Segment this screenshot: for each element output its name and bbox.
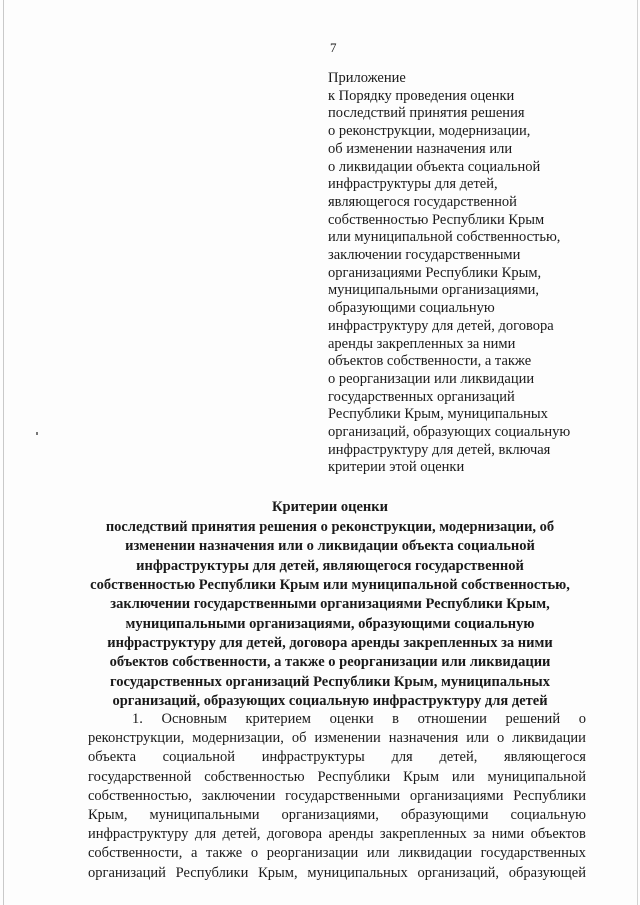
body-word: аренды bbox=[328, 826, 374, 843]
body-word: назначения bbox=[388, 730, 459, 747]
appendix-line: последствий принятия решения bbox=[328, 105, 525, 122]
body-word: организациями bbox=[409, 787, 504, 804]
body-word: или bbox=[466, 730, 489, 747]
body-word: для bbox=[194, 826, 217, 843]
appendix-line: к Порядку проведения оценки bbox=[328, 87, 515, 104]
appendix-line: Республики Крым, муниципальных bbox=[328, 406, 548, 423]
body-word: или bbox=[451, 768, 475, 785]
body-word: организаций, bbox=[417, 864, 500, 881]
body-word: Основным bbox=[161, 711, 227, 727]
body-word: государственной bbox=[88, 768, 192, 785]
appendix-line: о реорганизации или ликвидации bbox=[328, 370, 535, 387]
body-word: объекта bbox=[88, 749, 137, 766]
body-word: в bbox=[392, 711, 400, 727]
body-word: образующей bbox=[508, 864, 586, 881]
body-word: критерием bbox=[245, 711, 311, 727]
subtitle-line: изменении назначения или о ликвидации объекта социальной bbox=[125, 538, 535, 555]
body-word: государственных bbox=[480, 845, 586, 862]
subtitle-line: инфраструктуры для детей, являющегося государственной bbox=[136, 557, 524, 574]
body-word: детей, bbox=[222, 826, 261, 843]
appendix-line: организаций, образующих социальную bbox=[328, 424, 571, 441]
appendix-line: заключении государственными bbox=[328, 247, 521, 264]
appendix-line: или муниципальной собственностью, bbox=[328, 229, 561, 246]
body-word: муниципальными bbox=[149, 807, 260, 824]
document-subtitle bbox=[60, 518, 600, 711]
subtitle-line: инфраструктуру для детей, договора аренды закрепленных за ними bbox=[107, 635, 553, 652]
body-word: заключении bbox=[201, 787, 276, 804]
body-word: муниципальных bbox=[307, 864, 408, 881]
body-word: организаций bbox=[88, 864, 166, 881]
body-word: собственностью bbox=[204, 768, 305, 785]
body-word: решений bbox=[505, 711, 561, 727]
document-title: Критерии оценки bbox=[272, 499, 388, 515]
body-word: оценки bbox=[329, 711, 374, 727]
scan-right-edge bbox=[637, 0, 638, 905]
body-word: 1. bbox=[132, 711, 143, 727]
body-word: закрепленных bbox=[379, 826, 467, 843]
body-word: об bbox=[291, 730, 307, 747]
body-word: Республики bbox=[317, 768, 391, 785]
appendix-line: государственных организаций bbox=[328, 388, 515, 405]
appendix-line: организациями Республики Крым, bbox=[328, 264, 542, 281]
body-word: муниципальной bbox=[487, 768, 586, 785]
appendix-line: о реконструкции, модернизации, bbox=[328, 123, 531, 140]
subtitle-line: организаций, образующих социальную инфраструктуру для детей bbox=[112, 693, 548, 710]
subtitle-line: собственностью Республики Крым или муниципальной собственностью, bbox=[90, 577, 570, 594]
body-word: для bbox=[391, 749, 413, 766]
body-word: или bbox=[366, 845, 390, 862]
appendix-line: объектов собственности, а также bbox=[328, 353, 532, 370]
body-word: Республики bbox=[513, 787, 586, 804]
scan-left-edge bbox=[3, 0, 4, 905]
body-line bbox=[88, 864, 586, 883]
page-number: 7 bbox=[330, 40, 337, 55]
appendix-line: об изменении назначения или bbox=[328, 140, 513, 157]
body-word: о bbox=[250, 845, 259, 862]
body-line bbox=[88, 806, 586, 825]
subtitle-line: последствий принятия решения о реконструкции, модернизации, об bbox=[105, 519, 555, 535]
body-word: также bbox=[205, 845, 243, 862]
appendix-line: образующими социальную bbox=[328, 300, 495, 317]
body-line bbox=[88, 787, 586, 806]
body-word: Республики bbox=[175, 864, 249, 881]
body-line bbox=[88, 825, 586, 844]
body-word: инфраструктуру bbox=[88, 826, 189, 843]
body-word: о bbox=[578, 711, 586, 727]
body-word: реорганизации bbox=[266, 845, 359, 862]
body-word: Крым, bbox=[88, 807, 128, 824]
body-line bbox=[88, 748, 586, 767]
subtitle-line: государственных организаций Республики Крым, муниципальных bbox=[110, 673, 550, 690]
subtitle-line: заключении государственными организациями Республики Крым, bbox=[110, 596, 550, 613]
body-word: социальную bbox=[510, 807, 586, 824]
body-word: государственными bbox=[285, 787, 401, 804]
body-line bbox=[88, 844, 586, 863]
body-word: за bbox=[473, 826, 486, 843]
appendix-line: являющегося государственной bbox=[328, 193, 517, 210]
body-line bbox=[88, 710, 586, 729]
appendix-line: собственностью Республики Крым bbox=[328, 211, 545, 228]
scan-speck bbox=[36, 432, 38, 435]
body-word: собственности, bbox=[88, 845, 183, 862]
body-word: Крым, bbox=[258, 864, 298, 881]
body-word: объектов bbox=[530, 826, 586, 843]
body-word: социальной bbox=[162, 749, 236, 766]
body-word: организациями, bbox=[281, 807, 379, 824]
body-word: реконструкции, bbox=[88, 730, 185, 747]
body-word: о bbox=[496, 730, 505, 747]
appendix-line: критерии этой оценки bbox=[328, 459, 465, 476]
body-word: а bbox=[190, 845, 198, 862]
body-word: модернизации, bbox=[192, 730, 284, 747]
subtitle-line: муниципальными организациями, образующими социальную bbox=[125, 615, 535, 632]
body-word: изменении bbox=[314, 730, 381, 747]
body-word: собственностью, bbox=[88, 787, 193, 804]
body-word: Крым bbox=[403, 768, 439, 785]
body-word: ними bbox=[491, 826, 525, 843]
body-word: договора bbox=[266, 826, 323, 843]
appendix-line: инфраструктуру для детей, включая bbox=[328, 441, 551, 458]
appendix-line: муниципальными организациями, bbox=[328, 282, 540, 299]
subtitle-line: объектов собственности, а также о реорганизации или ликвидации bbox=[109, 654, 551, 671]
body-word: отношении bbox=[417, 711, 487, 727]
appendix-line: аренды закрепленных за ними bbox=[328, 335, 516, 352]
body-word: ликвидации bbox=[398, 845, 472, 862]
body-line bbox=[88, 729, 586, 748]
body-word: образующими bbox=[400, 807, 489, 824]
body-word: ликвидации bbox=[512, 730, 586, 747]
body-word: являющегося bbox=[504, 749, 586, 766]
body-paragraph bbox=[88, 710, 586, 883]
body-word: инфраструктуры bbox=[261, 749, 365, 766]
body-line bbox=[88, 768, 586, 787]
appendix-line: инфраструктуру для детей, договора bbox=[328, 317, 554, 334]
appendix-line: Приложение bbox=[328, 70, 406, 86]
body-word: детей, bbox=[439, 749, 478, 766]
appendix-line: о ликвидации объекта социальной bbox=[328, 158, 541, 175]
appendix-header bbox=[328, 70, 628, 477]
appendix-line: инфраструктуры для детей, bbox=[328, 176, 498, 193]
